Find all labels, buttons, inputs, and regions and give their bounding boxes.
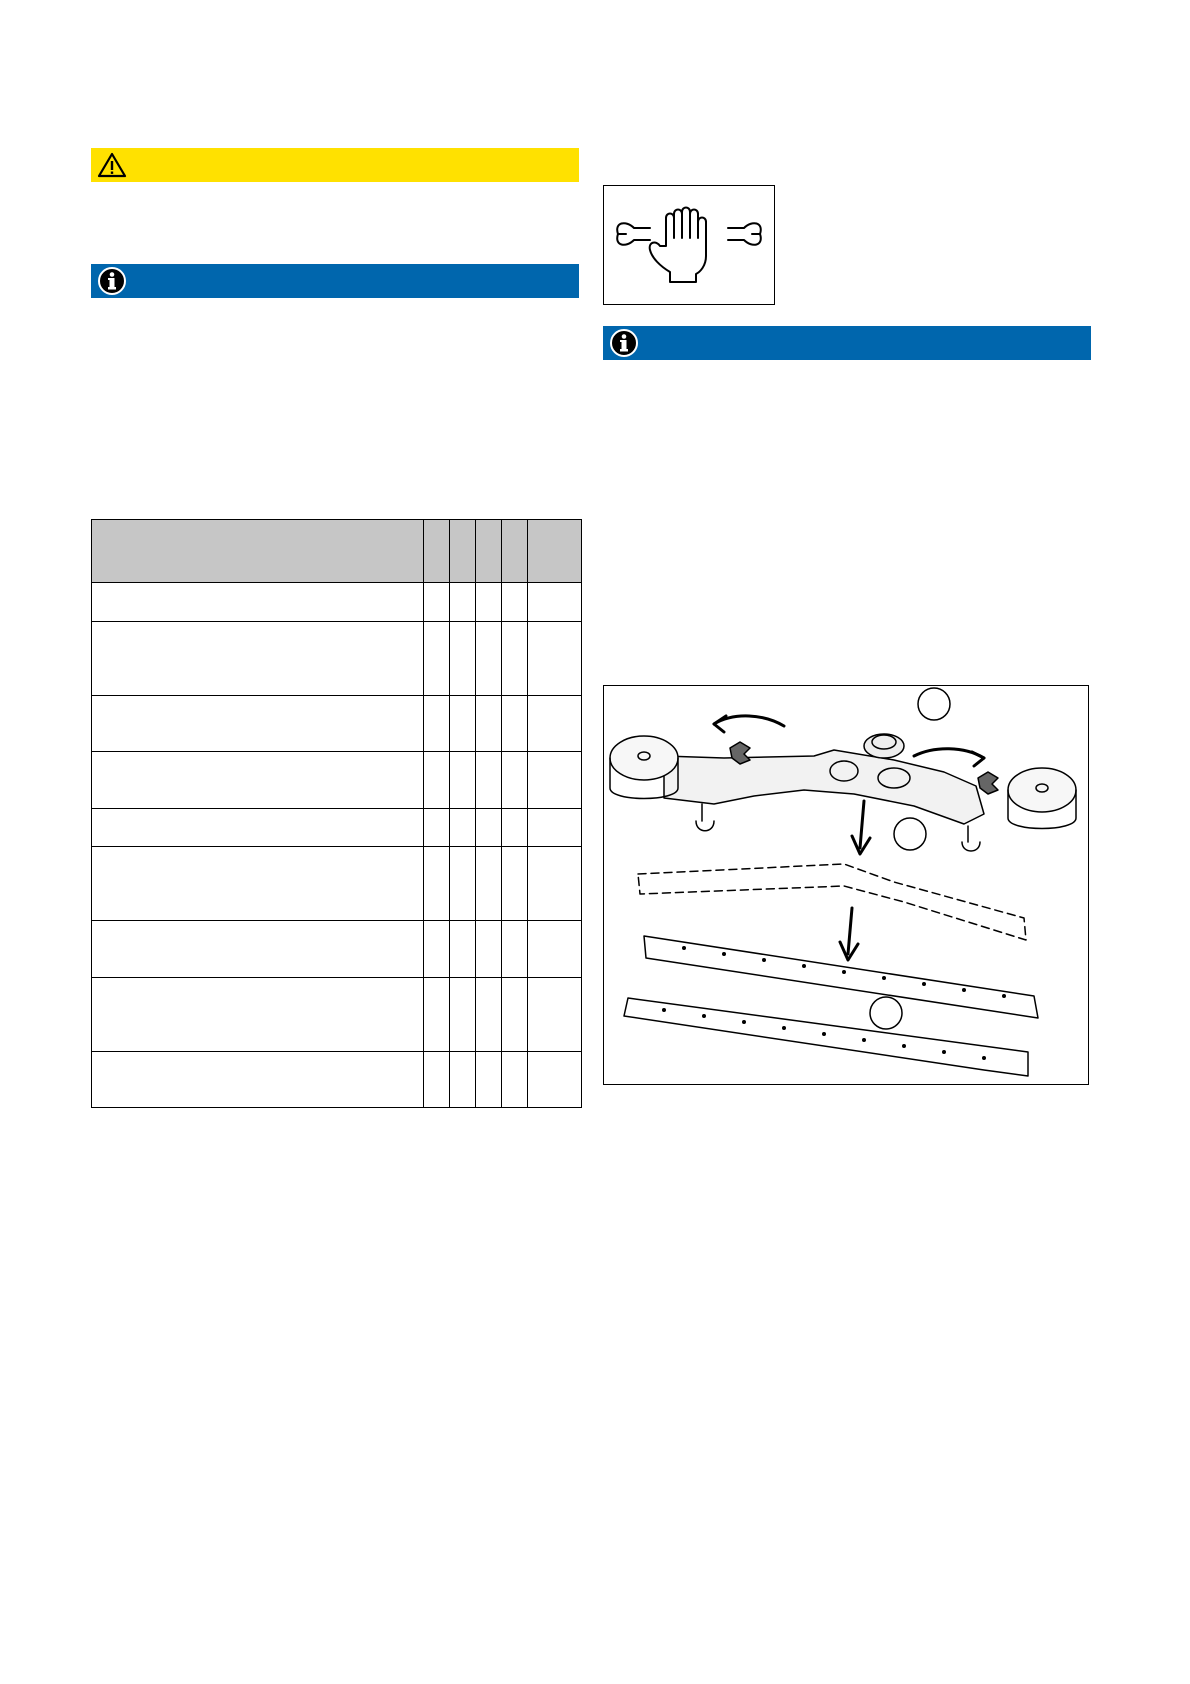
table-cell: [450, 921, 476, 978]
table-cell: [528, 978, 582, 1052]
table-cell: [528, 1052, 582, 1108]
table-row: [92, 809, 582, 847]
table-cell: [450, 583, 476, 622]
table-cell: [424, 921, 450, 978]
table-cell: [92, 696, 424, 752]
table-cell: [424, 1052, 450, 1108]
table-cell: [502, 809, 528, 847]
table-cell: [424, 978, 450, 1052]
table-cell: [476, 847, 502, 921]
table-cell: [450, 978, 476, 1052]
info-bar-right: [603, 326, 1091, 360]
table-cell: [502, 978, 528, 1052]
table-cell: [528, 752, 582, 809]
table-row: [92, 921, 582, 978]
table-header-cell: [450, 520, 476, 583]
table-cell: [424, 752, 450, 809]
table-header-cell: [476, 520, 502, 583]
info-circle-icon: [609, 328, 639, 358]
table-cell: [450, 847, 476, 921]
table-cell: [450, 696, 476, 752]
table-cell: [92, 1052, 424, 1108]
table-cell: [450, 809, 476, 847]
table-cell: [450, 1052, 476, 1108]
table-cell: [476, 978, 502, 1052]
squeegee-assembly-figure: [603, 685, 1089, 1085]
table-header-cell: [424, 520, 450, 583]
table-cell: [502, 1052, 528, 1108]
table-cell: [476, 583, 502, 622]
hand-wrench-icon: [604, 186, 774, 304]
table-cell: [502, 921, 528, 978]
table-row: [92, 752, 582, 809]
table-cell: [476, 752, 502, 809]
table-cell: [502, 583, 528, 622]
info-circle-icon: [97, 266, 127, 296]
table-cell: [450, 622, 476, 696]
table-cell: [92, 583, 424, 622]
table-cell: [424, 583, 450, 622]
table-header-cell: [528, 520, 582, 583]
table-cell: [528, 921, 582, 978]
table-cell: [424, 622, 450, 696]
table-row: [92, 1052, 582, 1108]
table-cell: [92, 921, 424, 978]
table-cell: [92, 847, 424, 921]
table-header-cell: [502, 520, 528, 583]
table-cell: [476, 696, 502, 752]
table-cell: [528, 809, 582, 847]
table-cell: [528, 583, 582, 622]
table-row: [92, 847, 582, 921]
warning-triangle-icon: [97, 151, 127, 179]
table-cell: [92, 809, 424, 847]
table-cell: [424, 696, 450, 752]
table-header-row: [92, 520, 582, 583]
table-cell: [424, 847, 450, 921]
table-cell: [502, 622, 528, 696]
table-row: [92, 696, 582, 752]
hand-wrench-symbol-box: [603, 185, 775, 305]
table-cell: [450, 752, 476, 809]
table-cell: [476, 1052, 502, 1108]
info-bar-left: [91, 264, 579, 298]
table-row: [92, 583, 582, 622]
table-cell: [92, 622, 424, 696]
table-cell: [528, 847, 582, 921]
table-header-cell: [92, 520, 424, 583]
table-cell: [476, 921, 502, 978]
table-cell: [528, 622, 582, 696]
warning-bar: [91, 148, 579, 182]
table-cell: [528, 696, 582, 752]
table-row: [92, 978, 582, 1052]
table-cell: [502, 696, 528, 752]
squeegee-assembly-illustration: [604, 686, 1088, 1084]
table-row: [92, 622, 582, 696]
table-cell: [502, 752, 528, 809]
table-cell: [424, 809, 450, 847]
table-cell: [502, 847, 528, 921]
data-table: [91, 519, 582, 1108]
table-cell: [476, 809, 502, 847]
table-cell: [92, 752, 424, 809]
table-cell: [92, 978, 424, 1052]
table-cell: [476, 622, 502, 696]
